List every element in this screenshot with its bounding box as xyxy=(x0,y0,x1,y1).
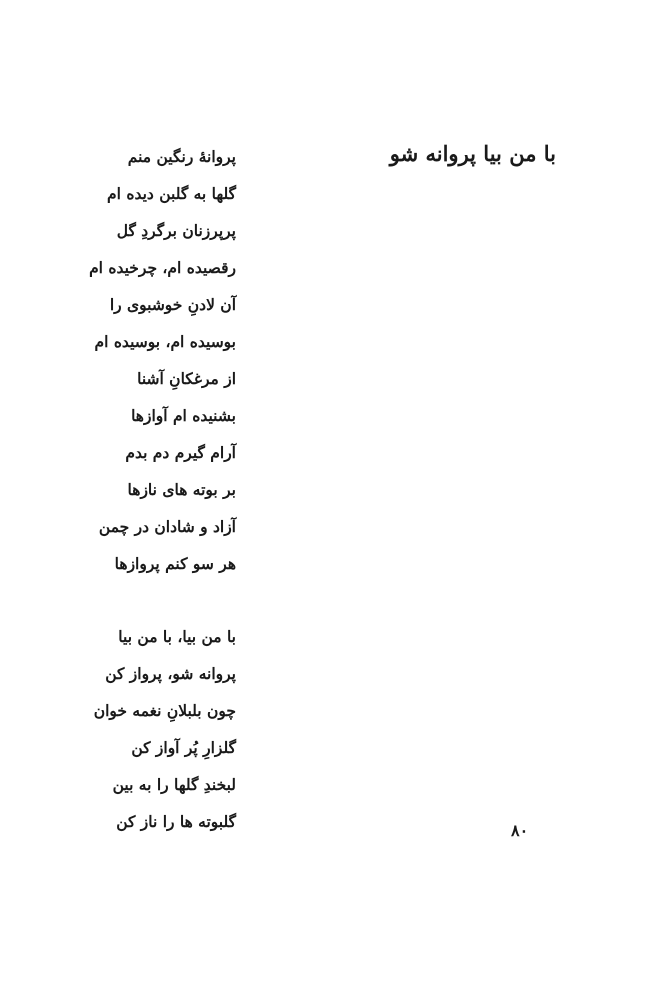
poem-line: گلها به گلبن دیده ام xyxy=(107,184,236,203)
stanza-2 xyxy=(66,618,236,840)
poem-line: بوسیده ام، بوسیده ام xyxy=(94,332,236,351)
poem-line: چون بلبلانِ نغمه خوان xyxy=(93,701,236,720)
poem-line: رقصیده ام، چرخیده ام xyxy=(89,258,236,277)
poem-line: گلزارِ پُر آواز کن xyxy=(131,738,236,757)
poem-line: لبخندِ گلها را به بین xyxy=(112,775,236,794)
poem-line: آن لادنِ خوشبوی را xyxy=(109,295,236,314)
poem-line: پرپرزنان برگردِ گل xyxy=(116,221,236,240)
poem-line: آزاد و شادان در چمن xyxy=(98,517,236,536)
poem-line: بشنیده ام آوازها xyxy=(131,406,236,425)
stanza-1 xyxy=(66,138,236,582)
poem-line: بر بوته های نازها xyxy=(127,480,236,499)
poem-line: پروانهٔ رنگین منم xyxy=(127,147,236,166)
poem-line: گلبوته ها را ناز کن xyxy=(116,812,236,831)
poem-body xyxy=(66,138,236,840)
poem-line: پروانه شو، پرواز کن xyxy=(105,664,236,683)
poem-line: با من بیا، با من بیا xyxy=(118,627,236,646)
poem-line: هر سو کنم پروازها xyxy=(114,554,236,573)
page-number: ۸۰ xyxy=(511,821,529,840)
poem-line: از مرغکانِ آشنا xyxy=(137,369,236,388)
poem-line: آرام گیرم دم بدم xyxy=(125,443,236,462)
poem-title: با من بیا پروانه شو xyxy=(389,141,556,166)
